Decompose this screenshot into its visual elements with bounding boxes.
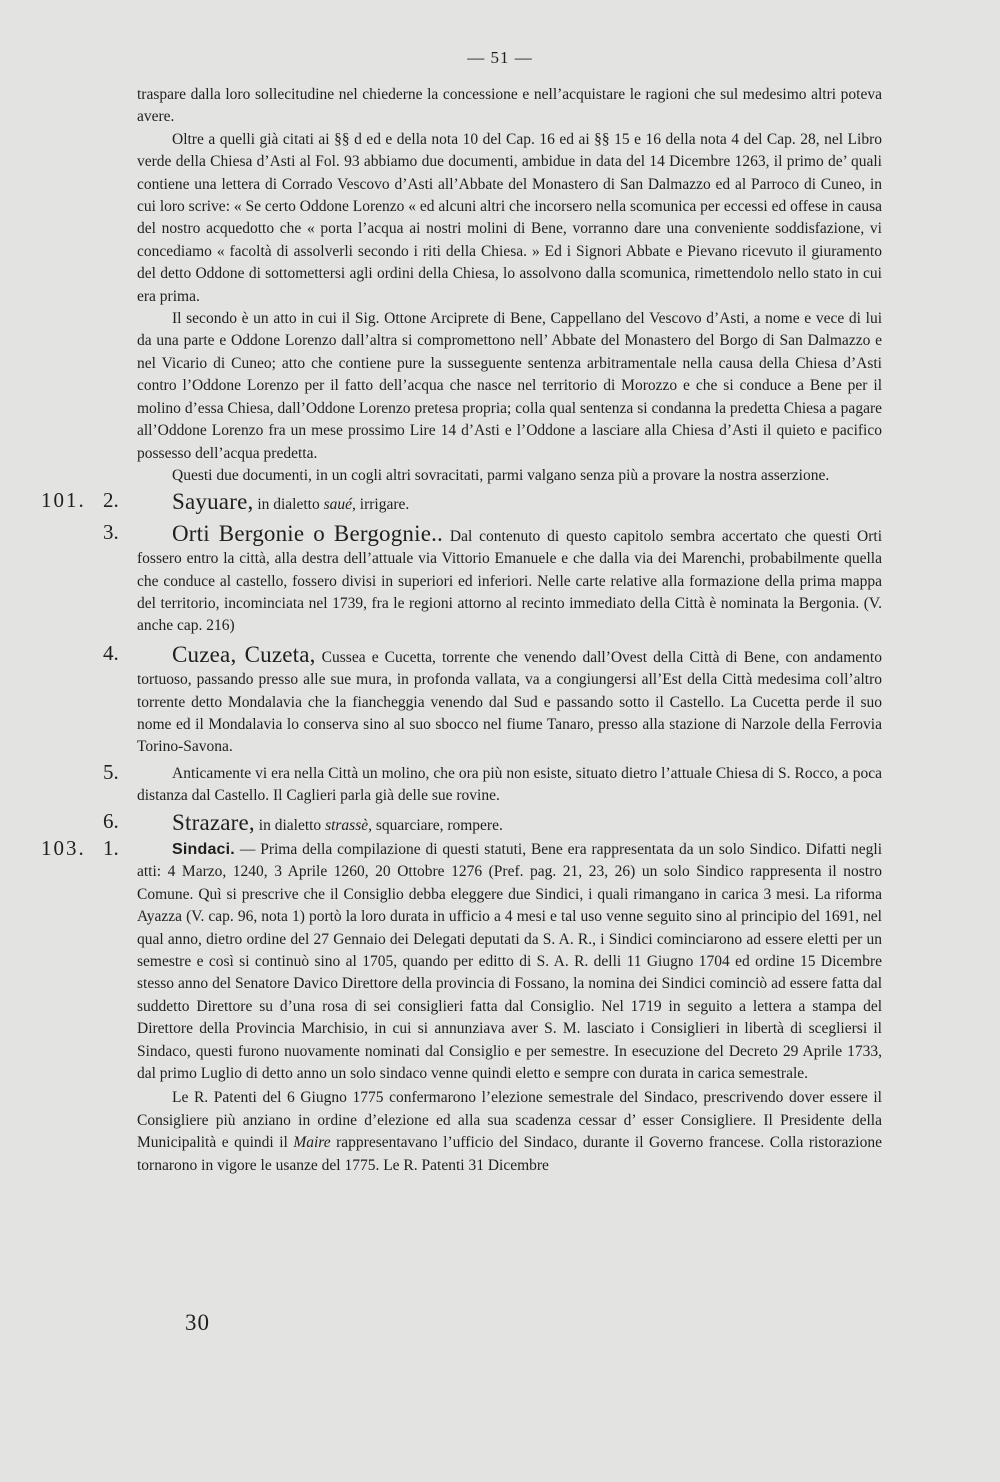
note-text: irrigare. bbox=[355, 496, 410, 514]
note-number: 3. bbox=[103, 519, 119, 544]
note-headword: Strazare, bbox=[172, 809, 255, 835]
note-number: 4. bbox=[103, 640, 119, 665]
note-entry bbox=[41, 836, 882, 1085]
note-headword: Orti Bergonie o Bergognie.. bbox=[172, 520, 444, 546]
note-text: Dal contenuto di questo capitolo sembra accertato che questi Orti fossero entro la città, alla destra dell’attuale via Vittorio Emanuele e che dalla via dei Marenchi, probabilmente quella che conduce al castello, fossero divisi in superiori ed inferiori. Nelle carte relative alla formazione della prima mappa del territorio, incominciata nel 1739, fra le regioni attorno al recinto immediato della Città è nominata la Bergonia. (V. anche cap. 216) bbox=[137, 527, 882, 635]
note-text: Cussea e Cucetta, torrente che venendo dall’Ovest della Città di Bene, con andamento tortuoso, passando presso alle sue mura, in profonda vallata, va a congiungersi all’Est della Città medesima coll’altro torrente detto Mondalavia che la fiancheggia venendo dal Sud e passando sotto il Castello. La Cucetta perde il suo nome ed il Mondalavia lo conserva sino al suo sbocco nel fiume Tanaro, presso alla stazione di Narzole della Ferrovia Torino-Savona. bbox=[137, 648, 882, 756]
paragraph: Questi due documenti, in un cogli altri sovracitati, parmi valgano senza più a provare la nostra asserzione. bbox=[172, 466, 830, 484]
note-number: 5. bbox=[103, 759, 119, 784]
note-headword: Sayuare, bbox=[172, 489, 254, 515]
note-number: 6. bbox=[103, 808, 119, 833]
note-number: 1. bbox=[103, 836, 119, 860]
note-entry bbox=[103, 640, 882, 759]
note-text: in dialetto bbox=[254, 816, 326, 834]
signature-mark: 30 bbox=[185, 1310, 210, 1335]
paragraph: Oltre a quelli già citati ai §§ d ed e della nota 10 del Cap. 16 ed ai §§ 15 e 16 della nota 4 del Cap. 28, nel Libro verde della Chiesa d’Asti al Fol. 93 abbiamo due documenti, ambidue in data del 14 Dicembre 1263, il primo de’ quali contiene una lettera di Corrado Vescovo d’Asti all’Abbate del Monastero di San Dalmazzo ed al Parroco di Cuneo, in cui loro scrive: « Se certo Oddone Lorenzo « ed alcuni altri che incorsero nella scomunica per eccessi ed offese in causa del nostro acquedotto che « porta l’acqua ai nostri molini di Bene, vorranno dare una conveniente soddisfazione, vi concediamo « facoltà di assolverli secondo i riti della Chiesa. » Ed i Signori Abbate e Pievano ricevuto il giuramento del detto Oddone di sottomettersi agli ordini della Chiesa, lo assolvono dalla scomunica, rimettendolo nello stato in cui era prima. bbox=[137, 130, 882, 305]
main-text bbox=[41, 84, 882, 1177]
chapter-number: 103. bbox=[41, 836, 86, 860]
note-entry bbox=[103, 519, 882, 638]
note-entry bbox=[103, 808, 882, 837]
chapter-number: 101. bbox=[41, 488, 86, 513]
note-headword: Sindaci. bbox=[172, 841, 235, 858]
note-entry bbox=[41, 488, 882, 516]
note-text: Anticamente vi era nella Città un molino, che ora più non esiste, situato dietro l’attuale Chiesa di S. Rocco, a poca distanza dal Castello. Il Caglieri parla già delle sue rovine. bbox=[137, 764, 882, 805]
note-text: — Prima della compilazione di questi statuti, Bene era rappresentata da un solo Sindico. Difatti negli atti: 4 Marzo, 1240, 3 Aprile 1260, 20 Ottobre 1276 (Pref. pag. 21, 23, 26) un solo Sindico rappresenta il nostro Comune. Quì si prescrive che il Consiglio debba eleggere due Sindici, i quali rimangano in carica 3 mesi. La riforma Ayazza (V. cap. 96, nota 1) portò la loro durata in ufficio a 4 mesi e tal uso venne seguito sino al principio del 1691, nel qual anno, dietro ordine del 27 Gennaio dei Delegati deputati da S. A. R., i Sindici cominciarono ad essere eletti per un semestre e così si continuò sino al 1705, quando per editto di S. A. R. delli 11 Giugno 1704 ed ordine 15 Dicembre stesso anno del Senatore Davico Direttore della provincia di Fossano, la nomina dei Sindici cominciò ad essere fatta dal suddetto Direttore su d’una rosa di sei consiglieri fatta dal Consiglio. Nel 1719 in seguito a lettera a stampa del Direttore della Provincia Marchisio, in cui si annunziava aver S. M. lasciato i Consiglieri in libertà di scegliersi il Sindaco, questi furono nuovamente nominati dal Consiglio e per semestre. In esecuzione del Decreto 29 Aprile 1733, dal primo Luglio di detto anno un solo sindaco venne quindi eletto e sempre con durata in carica semestrale. bbox=[137, 841, 882, 1083]
page-number: — 51 — bbox=[467, 48, 533, 67]
paragraph: Il secondo è un atto in cui il Sig. Ottone Arciprete di Bene, Cappellano del Vescovo d’Asti, a nome e vece di lui da una parte e Oddone Lorenzo dall’altra si compromettono nell’ Abbate del Monastero del Borgo di San Dalmazzo e nel Vicario di Cuneo; atto che contiene pure la susseguente sentenza arbitramentale nella causa della Chiesa d’Asti contro l’Oddone Lorenzo per il fatto dell’acqua che nasce nel territorio di Morozzo e che si conduce a Bene per il molino d’essa Chiesa, dall’Oddone Lorenzo pretesa propria; colla qual sentenza si condanna la predetta Chiesa a pagare all’Oddone Lorenzo fra un mese prossimo Lire 14 d’Asti e l’Oddone a lasciare alla Chiesa d’Asti il quieto e pacifico possesso dell’acqua predetta. bbox=[137, 310, 882, 462]
note-entry bbox=[103, 759, 882, 808]
paragraph-text: Le R. Patenti del 6 Giugno 1775 confermarono l’elezione semestrale del Sindaco, prescrivendo dover essere il Consigliere più anziano in ordine d’elezione ed alla sua scadenza cessar d’ esser Consigliere. Il Presidente della Municipalità e quindi il bbox=[137, 1089, 882, 1152]
note-number: 2. bbox=[103, 488, 119, 513]
paragraph: traspare dalla loro sollecitudine nel chiederne la concessione e nell’acquistare le ragioni che sul medesimo altri poteva avere. bbox=[137, 86, 882, 126]
paragraph bbox=[137, 1087, 882, 1177]
paragraph-text: rappresentavano l’ufficio del Sindaco, durante il Governo francese. Colla ristorazione tornarono in vigore le usanze del 1775. Le R. Patenti 31 Dicembre bbox=[137, 1134, 882, 1174]
paragraph-italic: Maire bbox=[293, 1134, 331, 1152]
note-text: in dialetto bbox=[253, 496, 324, 514]
note-headword: Cuzea, Cuzeta, bbox=[172, 641, 316, 667]
note-dialect-word: saué, bbox=[323, 496, 356, 514]
note-dialect-word: strassè, bbox=[325, 816, 373, 834]
note-text: squarciare, rompere. bbox=[372, 816, 503, 834]
